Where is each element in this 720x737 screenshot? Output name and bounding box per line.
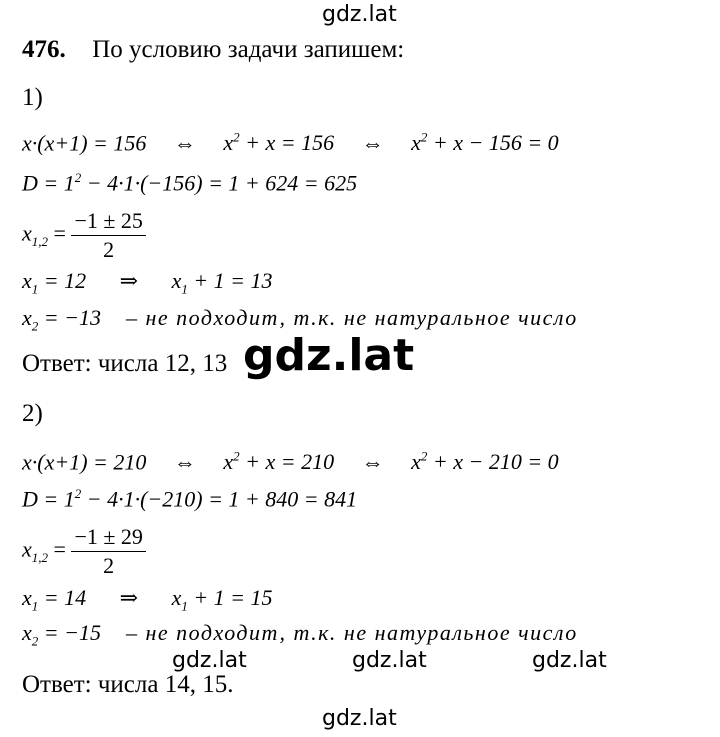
part1-equation-line [22,130,559,156]
watermark-bottom: gdz.lat [322,706,397,731]
equivalence-symbol: ⇔ [361,449,384,475]
part1-eq-a: x·(x+1) = 156 [22,130,147,156]
implies-symbol: ⇒ [119,268,139,293]
equivalence-symbol: ⇔ [173,130,196,156]
part2-eq-c: $x^2 + x - 210 = 0$ [411,449,559,475]
task-intro: По условию задачи запишем: [92,36,405,63]
watermark-top: gdz.lat [322,2,397,27]
watermark-row-3: gdz.lat [532,648,607,673]
equivalence-symbol: ⇔ [173,449,196,475]
watermark-row-2: gdz.lat [352,648,427,673]
part2-root2: $x_2 = -15$ – не подходит, т.к. не натуральное число [22,620,578,649]
task-header [22,36,404,64]
part1-label: 1) [22,84,43,111]
part2-root1: $x_1 = 14$ ⇒ $x_1 + 1 = 15$ [22,585,273,614]
part2-eq-b: $x^2 + x = 210$ [223,449,335,475]
part1-roots-formula: $x_{1,2}$ = $\frac{-1 \pm 25}{2}$ [22,208,146,263]
part2-eq-a: x·(x+1) = 210 [22,449,147,475]
part1-discriminant: $D = 1^2 - 4\cdot 1\cdot(-156) = 1 + 624 = 625$ [22,170,358,196]
part2-discriminant: $D = 1^2 - 4\cdot 1\cdot(-210) = 1 + 840 = 841$ [22,486,358,512]
part2-label: 2) [22,400,43,427]
part2-root2-note: – не подходит, т.к. не натуральное число [125,620,578,645]
part1-fraction: $\frac{-1 \pm 25}{2}$ [71,208,145,263]
part2-equation-line [22,449,559,475]
watermark-center: gdz.lat [243,330,415,381]
part2-roots-formula: $x_{1,2}$ = $\frac{-1 \pm 29}{2}$ [22,524,146,579]
task-number: 476. [22,36,66,63]
part1-eq-b: $x^2 + x = 156$ [223,130,335,156]
part1-eq-c: $x^2 + x - 156 = 0$ [411,130,559,156]
equivalence-symbol: ⇔ [361,130,384,156]
part1-answer: Ответ: числа 12, 13 [22,350,228,377]
part1-root1: $x_1 = 12$ ⇒ $x_1 + 1 = 13$ [22,268,273,297]
watermark-row-1: gdz.lat [172,648,247,673]
implies-symbol: ⇒ [119,585,139,610]
part2-fraction: $\frac{-1 \pm 29}{2}$ [71,524,145,579]
part2-answer: Ответ: числа 14, 15. [22,671,234,698]
part1-root2: $x_2 = -13$ – не подходит, т.к. не натуральное число [22,305,578,334]
part1-root2-note: – не подходит, т.к. не натуральное число [125,305,578,330]
